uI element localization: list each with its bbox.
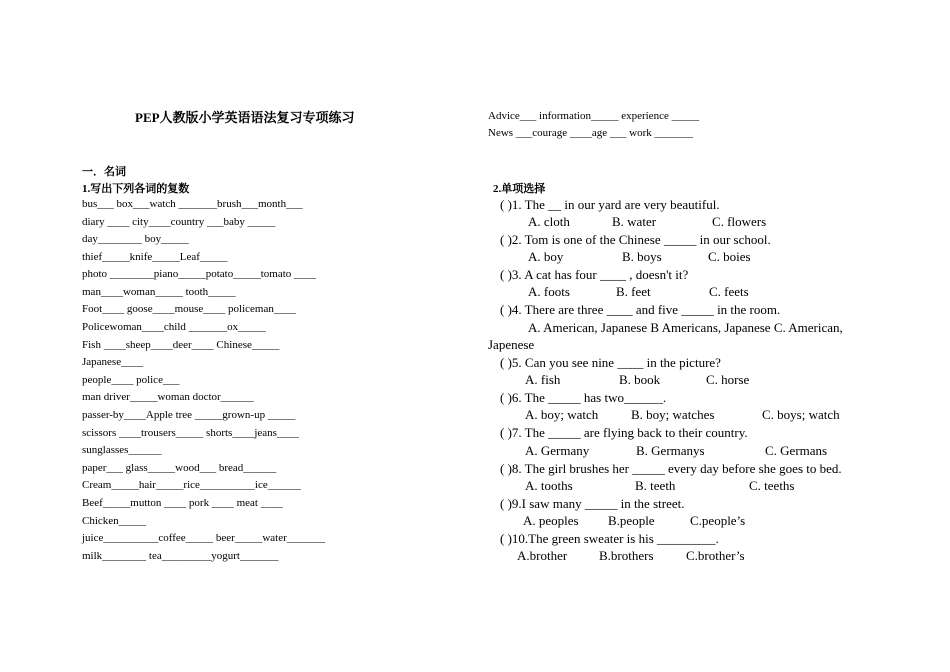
option-c: C. flowers [712, 214, 767, 229]
option-b: B. water [612, 214, 657, 229]
option-a: A. peoples [523, 513, 579, 528]
plural-line: diary ____ city____country ___baby _____ [82, 216, 276, 228]
question-stem: ( )3. A cat has four ____ , doesn't it? [500, 267, 689, 282]
option-b: B.brothers [599, 548, 654, 563]
plural-line: photo ________piano_____potato_____tomato ____ [82, 268, 317, 280]
question-stem: ( )1. The __ in our yard are very beautiful. [500, 197, 720, 212]
option-b: B. book [619, 372, 661, 387]
plural-line: man driver_____woman doctor______ [82, 391, 254, 403]
question-stem: ( )4. There are three ____ and five _____ in the room. [500, 302, 781, 317]
option-b: B. feet [616, 284, 651, 299]
plural-line: Chicken_____ [82, 515, 147, 527]
question-stem: ( )2. Tom is one of the Chinese _____ in our school. [500, 232, 771, 247]
plural-line: thief_____knife_____Leaf_____ [82, 251, 228, 263]
plural-line: people____ police___ [82, 374, 180, 386]
option-a: A. boy; watch [525, 407, 599, 422]
option-b: B. teeth [635, 478, 676, 493]
option-c: C. feets [709, 284, 749, 299]
section1-heading: 一．名词 [82, 166, 126, 178]
plural-line: day________ boy_____ [82, 233, 189, 245]
option-a: A. Germany [525, 443, 590, 458]
option-b: B. boys [622, 249, 662, 264]
option-b: B. Germanys [636, 443, 705, 458]
option-a: A.brother [517, 548, 568, 563]
option-a: A. cloth [528, 214, 570, 229]
option-c: C.people’s [690, 513, 746, 528]
plural-line: Beef_____mutton ____ pork ____ meat ____ [82, 497, 283, 509]
question-stem: ( )9.I saw many _____ in the street. [500, 496, 685, 511]
plural-line: scissors ____trousers_____ shorts____jeans____ [82, 427, 299, 439]
plural-line: Japanese____ [82, 356, 144, 368]
plural-line: milk________ tea_________yogurt_______ [82, 550, 279, 562]
plural-line: Fish ____sheep____deer____ Chinese_____ [82, 339, 280, 351]
option-c: C. teeths [749, 478, 795, 493]
option-b: B.people [608, 513, 655, 528]
plural-line: sunglasses______ [82, 444, 162, 456]
option-a: A. boy [528, 249, 564, 264]
plural-line: Policewoman____child _______ox_____ [82, 321, 266, 333]
section1-subheading: 1.写出下列各词的复数 [82, 183, 190, 195]
plural-line: juice__________coffee_____ beer_____water_______ [82, 532, 326, 544]
option-b: B. boy; watches [631, 407, 715, 422]
option-c: C. horse [706, 372, 750, 387]
question-stem: ( )10.The green sweater is his _________. [500, 531, 719, 546]
question-stem: ( )7. The _____ are flying back to their country. [500, 425, 748, 440]
option-c: C. boys; watch [762, 407, 840, 422]
plural-line: Foot____ goose____mouse____ policeman____ [82, 303, 296, 315]
plural-line: Advice___ information_____ experience _____ [488, 110, 700, 122]
plural-line: Cream_____hair_____rice__________ice______ [82, 479, 301, 491]
plural-line: bus___ box___watch _______brush___month___ [82, 198, 303, 210]
section2-heading: 2.单项选择 [493, 183, 546, 195]
option-c: C. Germans [765, 443, 828, 458]
plural-line: paper___ glass_____wood___ bread______ [82, 462, 277, 474]
plural-line: passer-by____Apple tree _____grown-up _____ [82, 409, 296, 421]
plural-line: man____woman_____ tooth_____ [82, 286, 236, 298]
question-stem: ( )8. The girl brushes her _____ every day before she goes to bed. [500, 461, 842, 476]
option-a: A. fish [525, 372, 561, 387]
option-c: C.brother’s [686, 548, 745, 563]
question-stem: ( )6. The _____ has two______. [500, 390, 667, 405]
option-c: C. boies [708, 249, 751, 264]
options-line: A. American, Japanese B Americans, Japanese C. American, [528, 320, 843, 335]
option-a: A. tooths [525, 478, 573, 493]
question-stem: ( )5. Can you see nine ____ in the picture? [500, 355, 721, 370]
page-title: PEP人教版小学英语语法复习专项练习 [135, 110, 355, 125]
option-a: A. foots [528, 284, 570, 299]
options-line-wrap: Japenese [488, 337, 535, 352]
plural-line: News ___courage ____age ___ work _______ [488, 127, 693, 139]
